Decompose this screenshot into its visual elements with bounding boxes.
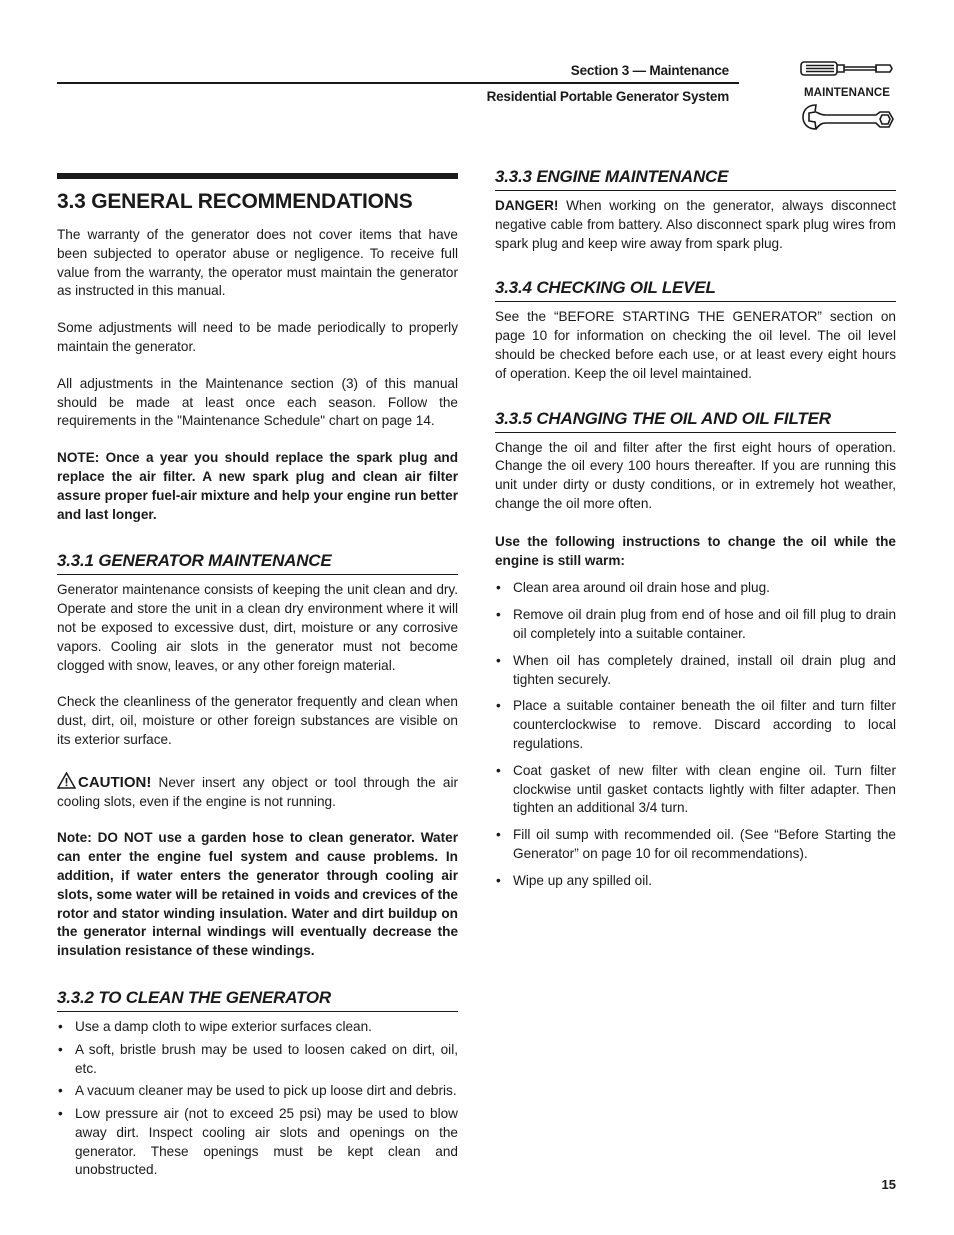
list-item: • Remove oil drain plug from end of hose and oil fill plug to drain oil completely into a suitable container. — [495, 606, 896, 644]
list-item: • Use a damp cloth to wipe exterior surfaces clean. — [57, 1018, 458, 1037]
clean-generator-list — [57, 1018, 458, 1180]
oil-change-steps — [495, 579, 896, 890]
section-title: 3.3 GENERAL RECOMMENDATIONS — [57, 190, 413, 213]
warning-triangle-icon — [57, 772, 76, 789]
right-column — [495, 166, 896, 909]
header-rule — [57, 82, 739, 84]
warranty-paragraph: The warranty of the generator does not cover items that have been subjected to operator abuse or negligence. To receive full value from the warranty, the operator must maintain the generator as instructed in this manual. — [57, 227, 458, 299]
list-item: • Fill oil sump with recommended oil. (See “Before Starting the Generator” on page 10 for oil recommendations). — [495, 826, 896, 864]
list-item: • A vacuum cleaner may be used to pick up loose dirt and debris. — [57, 1082, 458, 1101]
seasonal-paragraph: All adjustments in the Maintenance section (3) of this manual should be made at least once each season. Follow the requirements in the "Maintenance Schedule" chart on page 14. — [57, 375, 458, 429]
changing-oil-heading: 3.3.5 CHANGING THE OIL AND OIL FILTER — [495, 408, 896, 433]
page-number: 15 — [881, 1177, 896, 1192]
list-item: • Coat gasket of new filter with clean engine oil. Turn filter clockwise until gasket contacts lightly with filter adapter. Then tighten an additional 3/4 turn. — [495, 762, 896, 818]
clean-generator-heading: 3.3.2 TO CLEAN THE GENERATOR — [57, 987, 458, 1012]
cleanliness-paragraph: Check the cleanliness of the generator frequently and clean when dust, dirt, oil, moisture or other foreign substances are visible on its exterior surface. — [57, 694, 458, 747]
adjustments-paragraph: Some adjustments will need to be made periodically to properly maintain the generator. — [57, 320, 458, 354]
header-section-title: Section 3 — Maintenance — [570, 63, 729, 78]
caution-paragraph — [57, 772, 458, 812]
changing-oil-paragraph: Change the oil and filter after the first eight hours of operation. Change the oil every 100 hours thereafter. If you are running this unit under dirty or dusty conditions, or in extremely hot weather, change the oil more often. — [495, 439, 896, 511]
engine-maintenance-heading: 3.3.3 ENGINE MAINTENANCE — [495, 166, 896, 191]
danger-label: DANGER! — [495, 198, 559, 213]
caution-label: CAUTION! — [78, 773, 152, 791]
generator-maintenance-paragraph: Generator maintenance consists of keeping the unit clean and dry. Operate and store the unit in a clean dry environment where it will not be exposed to excessive dust, dirt, moisture or any corrosive vapors. Cooling air slots in the generator must not become clogged with snow, leaves, or any other foreign material. — [57, 582, 458, 673]
danger-paragraph — [495, 197, 896, 253]
list-item: • A soft, bristle brush may be used to loosen caked on dirt, oil, etc. — [57, 1041, 458, 1079]
generator-maintenance-heading: 3.3.1 GENERATOR MAINTENANCE — [57, 550, 458, 575]
danger-text: When working on the generator, always disconnect negative cable from battery. Also disconnect spark plug wires from spark plug and keep wire away from spark plug. — [495, 198, 896, 251]
list-item: • Place a suitable container beneath the oil filter and turn filter counterclockwise to remove. Discard according to local regulations. — [495, 697, 896, 753]
left-column — [57, 173, 458, 1198]
warm-engine-instructions: Use the following instructions to change the oil while the engine is still warm: — [495, 533, 896, 568]
header-system-title: Residential Portable Generator System — [486, 89, 729, 104]
list-item: • Clean area around oil drain hose and plug. — [495, 579, 896, 598]
garden-hose-note: Note: DO NOT use a garden hose to clean generator. Water can enter the engine fuel system and cause problems. In addition, if water enters the generator through cooling air slots, some water will be retained in voids and crevices of the rotor and stator winding insulation. Water and dirt buildup on the generator internal windings will eventually decrease the insulation resistance of these windings. — [57, 830, 458, 959]
maintenance-badge-label: MAINTENANCE — [804, 87, 891, 99]
list-item: • Low pressure air (not to exceed 25 psi) may be used to blow away dirt. Inspect cooling air slots and openings on the generator. These openings must be kept clean and unobstructed. — [57, 1105, 458, 1180]
list-item: • Wipe up any spilled oil. — [495, 872, 896, 891]
checking-oil-heading: 3.3.4 CHECKING OIL LEVEL — [495, 277, 896, 302]
spark-plug-note: NOTE: Once a year you should replace the spark plug and replace the air filter. A new spark plug and clean air filter assure proper fuel-air mixture and help your engine run better and last longer. — [57, 450, 458, 522]
checking-oil-paragraph: See the “BEFORE STARTING THE GENERATOR” section on page 10 for information on checking the oil level. The oil level should be checked before each use, or at least every eight hours of operation. Keep the oil level maintained. — [495, 309, 896, 381]
section-bar — [57, 173, 458, 179]
caution-text: Never insert any object or tool through the air cooling slots, even if the engine is not running. — [57, 774, 458, 809]
list-item: • When oil has completely drained, install oil drain plug and tighten securely. — [495, 652, 896, 690]
